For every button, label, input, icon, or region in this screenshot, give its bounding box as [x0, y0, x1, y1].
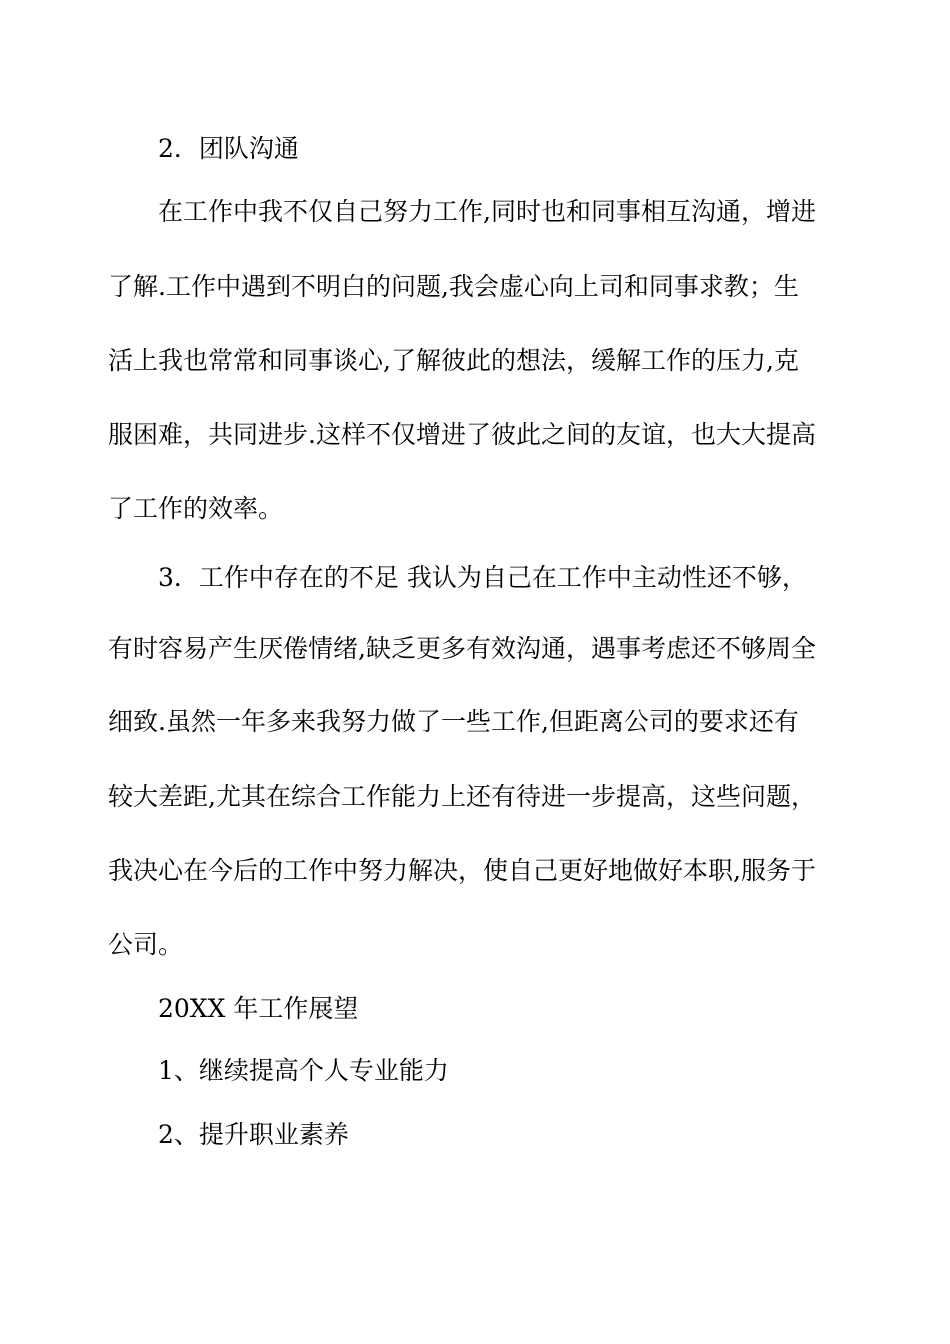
paragraph-line: 在工作中我不仅自己努力工作,同时也和同事相互沟通，增进: [158, 197, 816, 226]
outlook-heading: 20XX 年工作展望: [158, 994, 359, 1023]
paragraph-line: 有时容易产生厌倦情绪,缺乏更多有效沟通，遇事考虑还不够周全: [108, 634, 816, 663]
paragraph-line: 较大差距,尤其在综合工作能力上还有待进一步提高，这些问题，: [108, 782, 816, 811]
paragraph-line: 细致.虽然一年多来我努力做了一些工作,但距离公司的要求还有: [108, 707, 799, 736]
paragraph-line: 公司。: [108, 930, 184, 959]
paragraph-line: 服困难，共同进步.这样不仅增进了彼此之间的友谊，也大大提高: [108, 420, 816, 449]
outlook-item: 2、提升职业素养: [158, 1120, 349, 1149]
paragraph-line: 了工作的效率。: [108, 494, 284, 523]
paragraph-line: 活上我也常常和同事谈心,了解彼此的想法，缓解工作的压力,克: [108, 346, 799, 375]
team-communication-heading: 2．团队沟通: [158, 134, 299, 163]
shortcomings-heading-line: 3．工作中存在的不足 我认为自己在工作中主动性还不够，: [158, 563, 807, 592]
outlook-item: 1、继续提高个人专业能力: [158, 1056, 449, 1085]
paragraph-line: 我决心在今后的工作中努力解决，使自己更好地做好本职,服务于: [108, 856, 816, 885]
paragraph-line: 了解.工作中遇到不明白的问题,我会虚心向上司和同事求教；生: [108, 272, 799, 301]
